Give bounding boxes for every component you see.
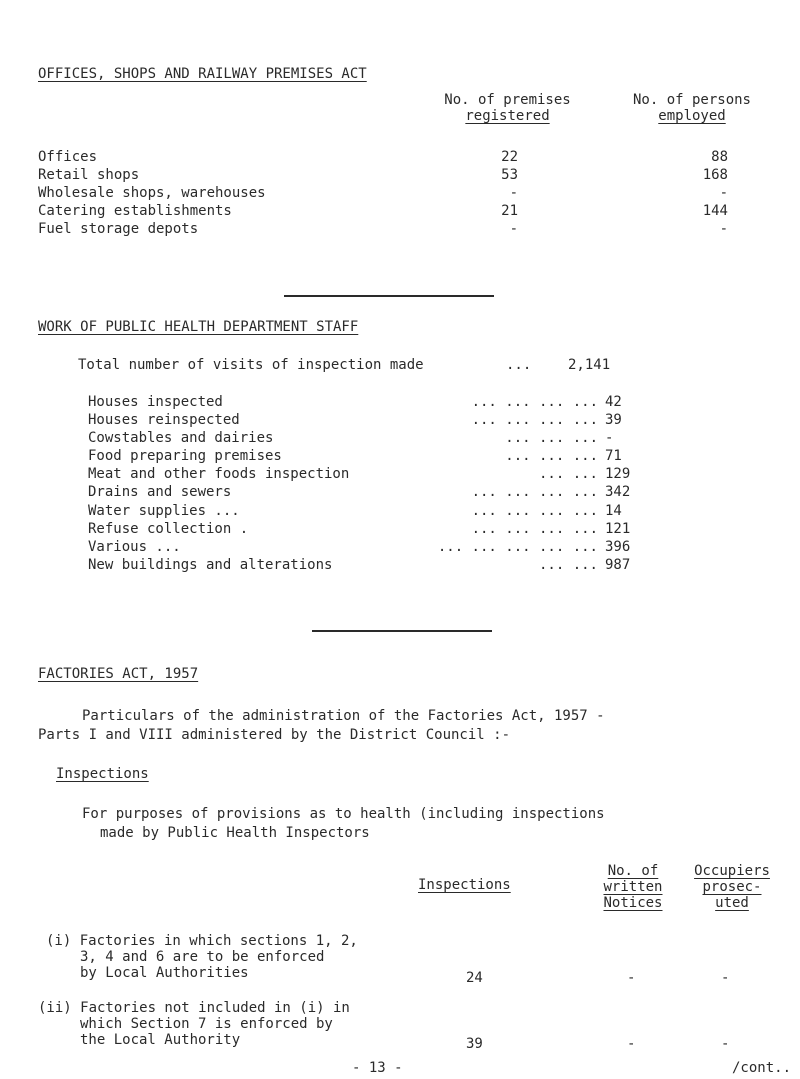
row-i-occupiers: - (721, 970, 730, 986)
item-value: - (605, 430, 614, 447)
table-row (38, 221, 798, 239)
list-item (88, 484, 788, 502)
col-notices-line3: Notices (603, 895, 663, 911)
table-row (38, 203, 798, 221)
row-ii-inspections: 39 (466, 1036, 483, 1052)
row-persons: 88 (711, 149, 728, 165)
section-title-factories-act: FACTORIES ACT, 1957 (38, 666, 199, 682)
row-premises: 22 (501, 149, 518, 165)
col-header-premises-line1: No. of premises (444, 92, 571, 108)
row-i-inspections: 24 (466, 970, 483, 986)
item-dots: ... ... (538, 556, 598, 573)
row-persons: 144 (702, 203, 728, 219)
item-value: 396 (605, 538, 631, 555)
table-row (38, 167, 798, 185)
row-premises: 21 (501, 203, 518, 219)
item-value: 42 (605, 394, 622, 410)
item-value: 342 (605, 484, 631, 501)
col-occupiers-line1: Occupiers (694, 863, 770, 879)
item-label: Refuse collection . (88, 520, 249, 537)
page-number: - 13 - (352, 1060, 403, 1076)
item-value: 129 (605, 466, 631, 483)
row-i-line2: 3, 4 and 6 are to be enforced (80, 949, 325, 965)
item-value: 14 (605, 502, 622, 519)
list-item (88, 521, 788, 539)
row-persons: 168 (702, 167, 728, 183)
row-premises: - (509, 185, 518, 201)
row-i-line3: by Local Authorities (80, 965, 249, 981)
row-persons: - (719, 221, 728, 237)
list-item (88, 430, 788, 448)
col-header-persons-line2: employed (658, 108, 726, 124)
section-divider (312, 630, 492, 632)
item-value: 121 (605, 520, 631, 537)
row-i-notices: - (627, 970, 636, 986)
total-visits-value: 2,141 (568, 357, 611, 373)
item-label: Water supplies ... (88, 502, 240, 519)
col-occupiers-line3: uted (715, 895, 749, 911)
list-item (88, 394, 788, 412)
list-item (88, 466, 788, 484)
item-label: Drains and sewers (88, 484, 232, 501)
inspection-list (88, 394, 788, 575)
inspections-subheading: Inspections (56, 766, 149, 782)
item-value: 71 (605, 448, 622, 465)
list-item (88, 412, 788, 430)
item-value: 987 (605, 556, 631, 573)
col-header-premises (420, 92, 595, 124)
col-notices-line1: No. of (607, 863, 659, 879)
row-label: Wholesale shops, warehouses (38, 185, 266, 201)
table-row (38, 149, 798, 167)
col-header-notices (592, 863, 674, 911)
item-label: Meat and other foods inspection (88, 466, 350, 483)
table-row (38, 185, 798, 203)
col-occupiers-line2: prosec- (702, 879, 762, 895)
list-item (88, 448, 788, 466)
row-ii-line2: which Section 7 is enforced by (80, 1016, 333, 1032)
item-dots: ... ... ... ... (471, 412, 598, 429)
continued-marker: /cont.. (732, 1060, 792, 1076)
factories-intro-line2: Parts I and VIII administered by the District Council :- (38, 727, 511, 743)
item-label: Food preparing premises (88, 448, 282, 465)
col-header-persons-line1: No. of persons (632, 92, 751, 108)
item-dots: ... ... (538, 466, 598, 483)
total-visits-dots: ... (506, 357, 532, 373)
item-dots: ... ... ... ... (471, 520, 598, 537)
section-divider (284, 295, 494, 297)
row-ii-line3: the Local Authority (80, 1032, 241, 1048)
item-dots: ... ... ... ... (471, 502, 598, 519)
list-item (88, 539, 788, 557)
row-persons: - (719, 185, 728, 201)
list-item (88, 557, 788, 575)
total-visits-label: Total number of visits of inspection made (78, 357, 424, 373)
section-title-offices-act: OFFICES, SHOPS AND RAILWAY PREMISES ACT (38, 66, 367, 82)
premises-table (38, 149, 798, 239)
item-dots: ... ... ... ... (471, 394, 598, 410)
item-label: Various ... (88, 538, 181, 555)
col-header-premises-line2: registered (465, 108, 550, 124)
item-label: Cowstables and dairies (88, 430, 274, 447)
purpose-line2: made by Public Health Inspectors (100, 825, 370, 841)
purpose-line1: For purposes of provisions as to health (including inspections (82, 806, 605, 822)
col-header-persons (602, 92, 782, 124)
row-ii-line1: (ii) Factories not included in (i) in (38, 1000, 350, 1016)
row-premises: - (509, 221, 518, 237)
factory-row-ii (38, 1000, 350, 1048)
row-ii-notices: - (627, 1036, 636, 1052)
section-title-public-health: WORK OF PUBLIC HEALTH DEPARTMENT STAFF (38, 319, 359, 335)
item-dots: ... ... ... ... (471, 484, 598, 501)
item-dots: ... ... ... (505, 448, 598, 465)
item-dots: ... ... ... (505, 430, 598, 447)
item-dots: ... ... ... ... ... (437, 538, 598, 555)
row-i-line1: (i) Factories in which sections 1, 2, (46, 933, 358, 949)
factories-intro-line1: Particulars of the administration of the Factories Act, 1957 - (82, 708, 605, 724)
item-label: New buildings and alterations (88, 556, 333, 573)
item-label: Houses reinspected (88, 412, 240, 429)
col-notices-line2: written (603, 879, 663, 895)
row-label: Catering establishments (38, 203, 232, 219)
item-value: 39 (605, 412, 622, 429)
col-header-occupiers (684, 863, 780, 911)
row-premises: 53 (501, 167, 518, 183)
row-label: Fuel storage depots (38, 221, 199, 237)
row-label: Retail shops (38, 167, 140, 183)
row-ii-occupiers: - (721, 1036, 730, 1052)
col-header-inspections: Inspections (418, 877, 511, 893)
factory-row-i (46, 933, 358, 981)
list-item (88, 503, 788, 521)
row-label: Offices (38, 149, 98, 165)
item-label: Houses inspected (88, 394, 223, 410)
